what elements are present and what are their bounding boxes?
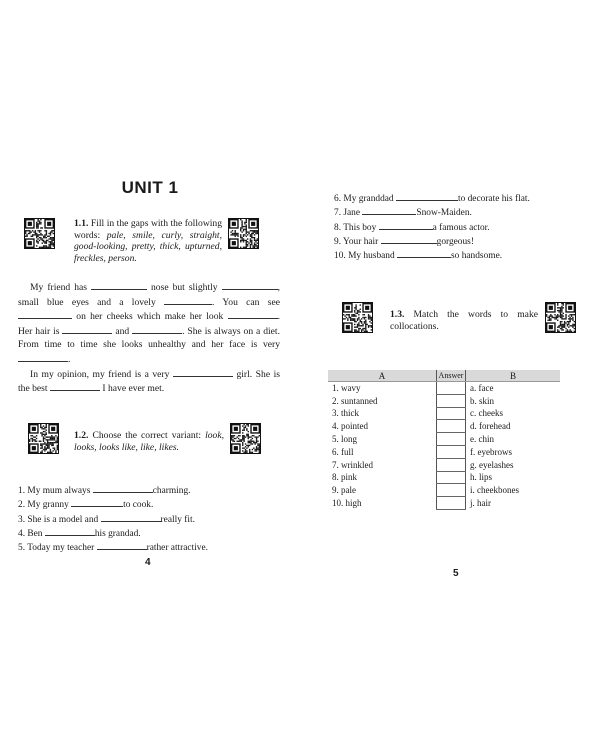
sentence-list-6-10 <box>334 191 530 262</box>
answer-gap[interactable] <box>132 324 182 334</box>
answer-gap[interactable] <box>396 191 458 201</box>
answer-cell[interactable] <box>437 458 466 471</box>
answer-cell[interactable] <box>437 407 466 420</box>
answer-gap[interactable] <box>18 309 72 319</box>
column-a-word: 10. high <box>332 498 362 509</box>
task-intro: Match the words to make collocations. <box>390 309 538 332</box>
column-header-a: A <box>328 370 437 382</box>
passage-text: on her cheeks which make her look <box>76 311 224 323</box>
column-b-word: g. eyelashes <box>470 459 514 470</box>
answer-gap[interactable] <box>91 280 147 290</box>
list-item: 7. Jane Snow-Maiden. <box>334 205 530 219</box>
fill-gap-passage <box>18 280 280 396</box>
answer-cell[interactable] <box>437 497 466 510</box>
answer-gap[interactable] <box>228 309 278 319</box>
answer-cell[interactable] <box>437 445 466 458</box>
task-number: 1.3. <box>390 309 405 320</box>
matching-table <box>328 370 560 510</box>
answer-cell[interactable] <box>437 420 466 433</box>
answer-gap[interactable] <box>18 352 68 362</box>
page-number: 4 <box>145 557 151 568</box>
passage-text: . You can see <box>212 296 280 308</box>
list-item: 5. Today my teacher rather attractive. <box>18 540 208 554</box>
answer-gap[interactable] <box>397 248 451 258</box>
column-header-answer: Answer <box>437 370 466 382</box>
table-row <box>328 420 560 433</box>
table-row <box>328 484 560 497</box>
answer-gap[interactable] <box>173 367 233 377</box>
passage-text: , <box>277 282 281 293</box>
answer-gap[interactable] <box>222 280 278 290</box>
table-row <box>328 394 560 407</box>
column-a-word: 5. long <box>332 434 358 445</box>
answer-cell[interactable] <box>437 433 466 446</box>
answer-gap[interactable] <box>71 497 123 507</box>
list-item: 10. My husband so handsome. <box>334 248 530 262</box>
task-1-3-instruction <box>390 309 538 332</box>
answer-gap[interactable] <box>50 381 100 391</box>
qr-code-icon <box>228 218 259 249</box>
column-a-word: 4. pointed <box>332 421 368 432</box>
passage-text: . Her hair is <box>18 311 280 337</box>
sentence-list-1-5 <box>18 483 208 554</box>
passage-text: . She is always on a diet. From time to time she looks unhealthy and her face is very <box>18 325 280 351</box>
column-a-word: 3. thick <box>332 408 359 419</box>
right-page <box>300 0 600 750</box>
task-number: 1.2. <box>74 430 89 441</box>
answer-gap[interactable] <box>45 526 95 536</box>
passage-text: My friend has <box>30 282 87 293</box>
list-item: 9. Your hair gorgeous! <box>334 234 530 248</box>
answer-gap[interactable] <box>379 220 433 230</box>
qr-code-icon <box>28 423 59 454</box>
list-item: 3. She is a model and really fit. <box>18 512 208 526</box>
list-item: 2. My granny to cook. <box>18 497 208 511</box>
column-a-word: 9. pale <box>332 485 356 496</box>
passage-text: nose but slightly <box>151 282 218 293</box>
task-word-list: look, looks, looks like, like, likes. <box>74 430 225 453</box>
table-row <box>328 471 560 484</box>
answer-gap[interactable] <box>362 205 416 215</box>
table-row <box>328 458 560 471</box>
qr-code-icon <box>24 218 55 249</box>
answer-gap[interactable] <box>93 483 153 493</box>
qr-code-icon <box>230 423 261 454</box>
answer-gap[interactable] <box>62 324 112 334</box>
table-row <box>328 445 560 458</box>
passage-text: small blue eyes and a lovely <box>18 296 156 308</box>
task-1-1-instruction <box>74 218 222 264</box>
answer-gap[interactable] <box>164 295 212 305</box>
column-header-b: B <box>466 370 561 382</box>
task-intro: Choose the correct variant: <box>92 430 202 441</box>
passage-text: girl. She is the best <box>18 368 280 395</box>
table-row <box>328 382 560 395</box>
column-b-word: j. hair <box>470 498 491 509</box>
answer-gap[interactable] <box>381 234 437 244</box>
list-item: 4. Ben his grandad. <box>18 526 208 540</box>
column-b-word: c. cheeks <box>470 408 503 419</box>
column-a-word: 6. full <box>332 446 354 457</box>
table-row <box>328 433 560 446</box>
task-word-list: pale, smile, curly, straight, good-looking, pretty, thick, upturned, freckles, person. <box>74 229 222 264</box>
column-b-word: i. cheekbones <box>470 485 519 496</box>
list-item: 1. My mum always charming. <box>18 483 208 497</box>
column-b-word: b. skin <box>470 395 495 406</box>
column-a-word: 1. wavy <box>332 383 361 394</box>
column-b-word: h. lips <box>470 472 493 483</box>
answer-cell[interactable] <box>437 484 466 497</box>
task-1-2-instruction <box>74 430 224 453</box>
page-number: 5 <box>453 568 459 579</box>
task-intro: Fill in the gaps with the following words: <box>74 218 223 241</box>
column-a-word: 2. suntanned <box>332 395 378 406</box>
column-b-word: a. face <box>470 383 494 394</box>
column-b-word: f. eyebrows <box>470 446 512 457</box>
list-item: 8. This boy a famous actor. <box>334 220 530 234</box>
answer-cell[interactable] <box>437 394 466 407</box>
passage-text: I have ever met. <box>102 383 165 395</box>
table-row <box>328 497 560 510</box>
table-row <box>328 407 560 420</box>
answer-gap[interactable] <box>97 540 147 550</box>
column-b-word: d. forehead <box>470 421 511 432</box>
list-item: 6. My granddad to decorate his flat. <box>334 191 530 205</box>
unit-title: UNIT 1 <box>121 178 179 197</box>
matching-table-body <box>328 382 560 510</box>
answer-cell[interactable] <box>437 471 466 484</box>
passage-text: and <box>115 325 130 337</box>
qr-code-icon <box>545 302 576 333</box>
qr-code-icon <box>342 302 373 333</box>
column-b-word: e. chin <box>470 434 494 445</box>
column-a-word: 8. pink <box>332 472 358 483</box>
answer-gap[interactable] <box>101 512 161 522</box>
table-header-row <box>328 370 560 382</box>
task-number: 1.1. <box>74 218 89 229</box>
passage-text: In my opinion, my friend is a very <box>30 368 170 380</box>
column-a-word: 7. wrinkled <box>332 459 373 470</box>
answer-cell[interactable] <box>437 382 466 395</box>
passage-text: . <box>68 353 71 365</box>
